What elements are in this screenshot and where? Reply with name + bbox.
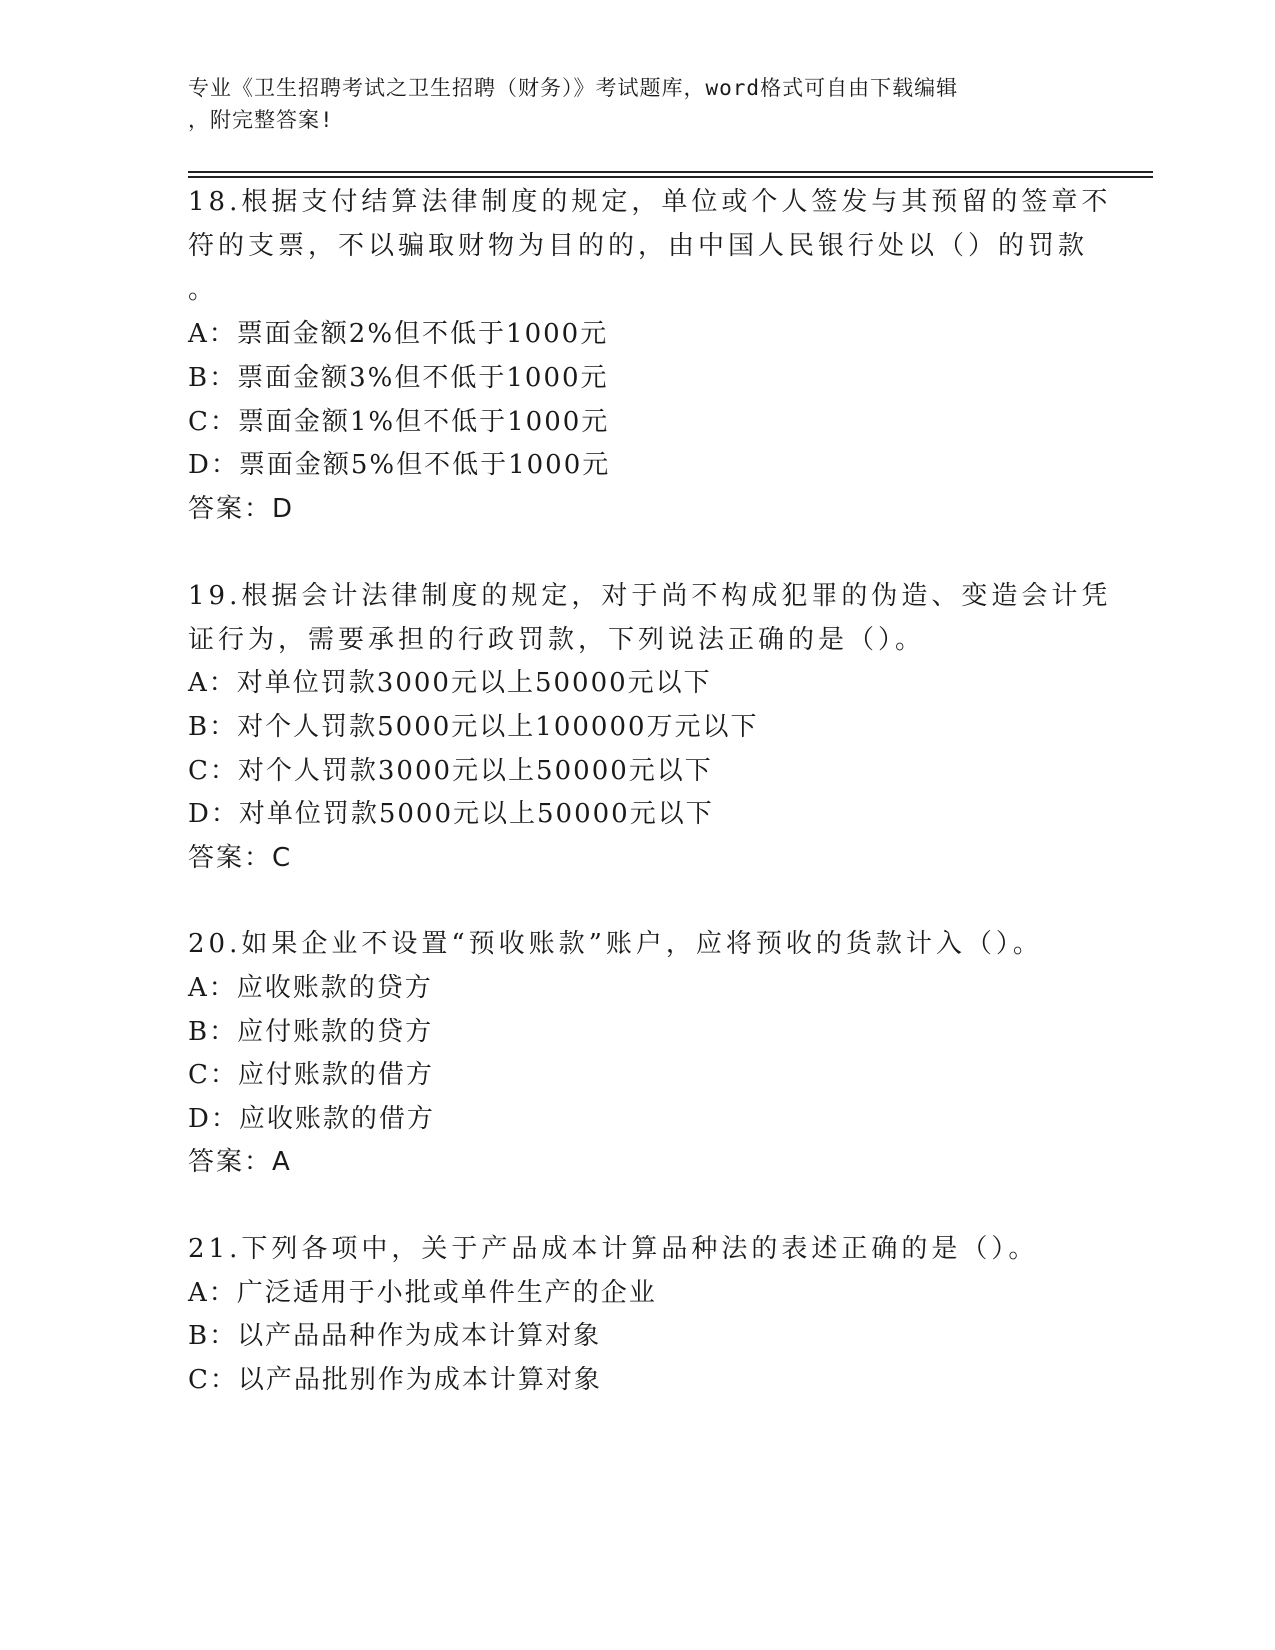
header-divider-bottom bbox=[188, 176, 1153, 178]
header-line-2: ，附完整答案! bbox=[188, 108, 334, 132]
question-stem-line: 19.根据会计法律制度的规定，对于尚不构成犯罪的伪造、变造会计凭 bbox=[188, 581, 1112, 611]
question-stem-line: 。 bbox=[188, 275, 219, 305]
answer-line: 答案：C bbox=[188, 843, 293, 873]
question-stem-line: 20.如果企业不设置“预收账款”账户，应将预收的货款计入（）。 bbox=[188, 929, 1043, 959]
answer-line: 答案：D bbox=[188, 494, 295, 524]
option-a: A：应收账款的贷方 bbox=[188, 973, 433, 1003]
option-c: C：应付账款的借方 bbox=[188, 1060, 434, 1090]
answer-line: 答案：A bbox=[188, 1147, 292, 1177]
option-d: D：票面金额5%但不低于1000元 bbox=[188, 450, 611, 480]
header-divider-top bbox=[188, 171, 1153, 173]
option-c: C：对个人罚款3000元以上50000元以下 bbox=[188, 756, 713, 786]
option-a: A：对单位罚款3000元以上50000元以下 bbox=[188, 668, 712, 698]
option-a: A：票面金额2%但不低于1000元 bbox=[188, 319, 609, 349]
question-stem-line: 18.根据支付结算法律制度的规定，单位或个人签发与其预留的签章不 bbox=[188, 187, 1112, 217]
option-b: B：票面金额3%但不低于1000元 bbox=[188, 363, 609, 393]
question-stem-line: 证行为，需要承担的行政罚款，下列说法正确的是（）。 bbox=[188, 625, 926, 655]
option-d: D：应收账款的借方 bbox=[188, 1104, 435, 1134]
option-c: C：以产品批别作为成本计算对象 bbox=[188, 1365, 602, 1395]
question-stem-line: 21.下列各项中，关于产品成本计算品种法的表述正确的是（）。 bbox=[188, 1234, 1039, 1264]
option-c: C：票面金额1%但不低于1000元 bbox=[188, 407, 610, 437]
option-d: D：对单位罚款5000元以上50000元以下 bbox=[188, 799, 714, 829]
option-a: A：广泛适用于小批或单件生产的企业 bbox=[188, 1278, 657, 1308]
header-line-1: 专业《卫生招聘考试之卫生招聘（财务）》考试题库，word格式可自由下载编辑 bbox=[188, 76, 959, 100]
option-b: B：对个人罚款5000元以上100000万元以下 bbox=[188, 712, 759, 742]
question-stem-line: 符的支票，不以骗取财物为目的的，由中国人民银行处以（）的罚款 bbox=[188, 231, 1089, 261]
option-b: B：以产品品种作为成本计算对象 bbox=[188, 1321, 602, 1351]
option-b: B：应付账款的贷方 bbox=[188, 1017, 434, 1047]
